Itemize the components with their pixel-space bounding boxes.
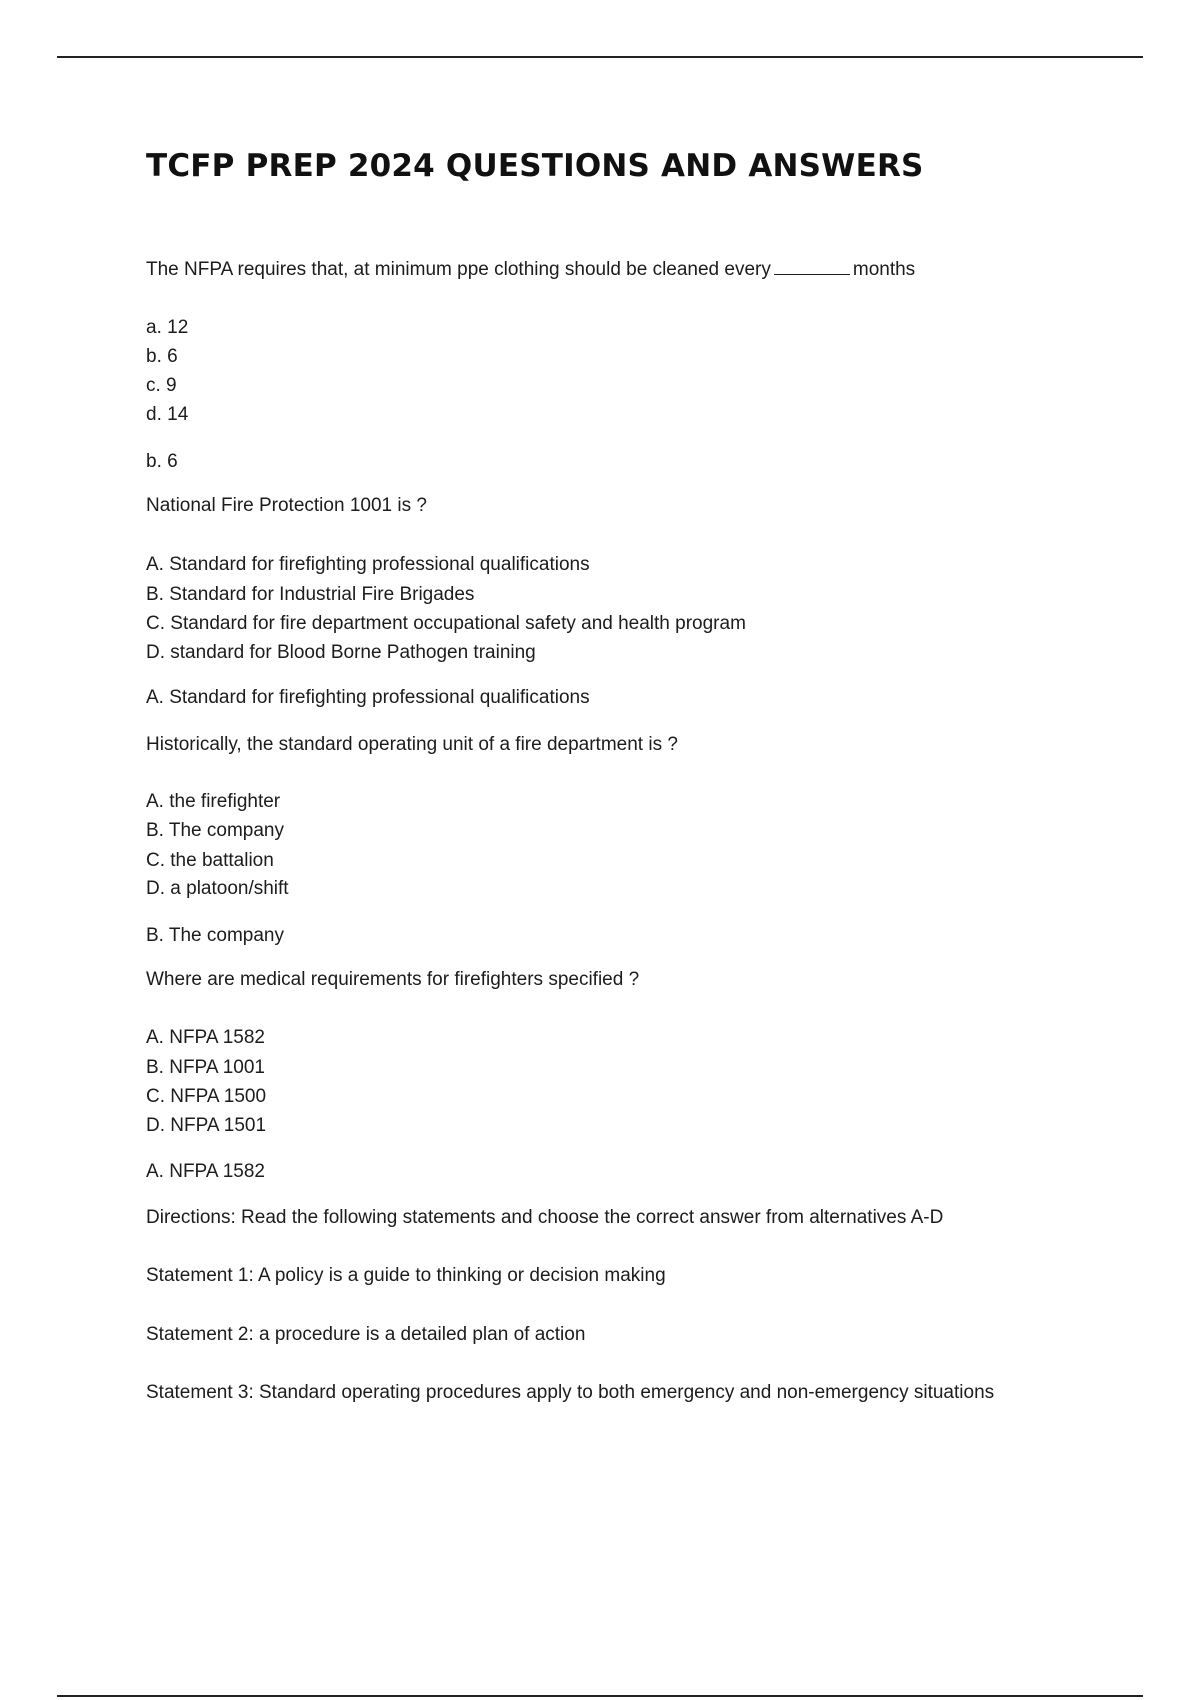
option: A. the firefighter [146,791,281,812]
question-1-text-before: The NFPA requires that, at minimum ppe clothing should be cleaned every [146,259,771,280]
answer: B. The company [146,925,285,946]
option: d. 14 [146,404,189,425]
option: B. Standard for Industrial Fire Brigades [146,584,475,605]
question-1-text [146,258,915,282]
bottom-rule [57,1695,1143,1697]
option: b. 6 [146,346,178,367]
option: B. NFPA 1001 [146,1057,265,1078]
option: C. Standard for fire department occupational safety and health program [146,613,746,634]
option: A. NFPA 1582 [146,1027,265,1048]
statement: Statement 2: a procedure is a detailed plan of action [146,1324,586,1345]
question-4-text: Where are medical requirements for firefighters specified ? [146,969,640,990]
answer: A. NFPA 1582 [146,1161,265,1182]
option: C. NFPA 1500 [146,1086,267,1107]
option: D. standard for Blood Borne Pathogen training [146,642,536,663]
option: B. The company [146,820,285,841]
statement: Statement 3: Standard operating procedures apply to both emergency and non-emergency situations [146,1382,995,1403]
option: D. NFPA 1501 [146,1115,267,1136]
option: a. 12 [146,317,189,338]
top-rule [57,56,1143,58]
option: C. the battalion [146,850,274,871]
statement: Statement 1: A policy is a guide to thinking or decision making [146,1265,666,1286]
page-title: TCFP PREP 2024 QUESTIONS AND ANSWERS [146,148,924,184]
answer: b. 6 [146,451,178,472]
question-1-text-after: months [852,259,916,280]
option: D. a platoon/shift [146,878,289,899]
answer-blank [774,259,850,275]
option: c. 9 [146,375,177,396]
question-2-text: National Fire Protection 1001 is ? [146,495,427,516]
answer: A. Standard for firefighting professional qualifications [146,687,590,708]
question-3-text: Historically, the standard operating unit of a fire department is ? [146,734,678,755]
directions: Directions: Read the following statements and choose the correct answer from alternatives A-D [146,1207,944,1228]
option: A. Standard for firefighting professional qualifications [146,554,590,575]
